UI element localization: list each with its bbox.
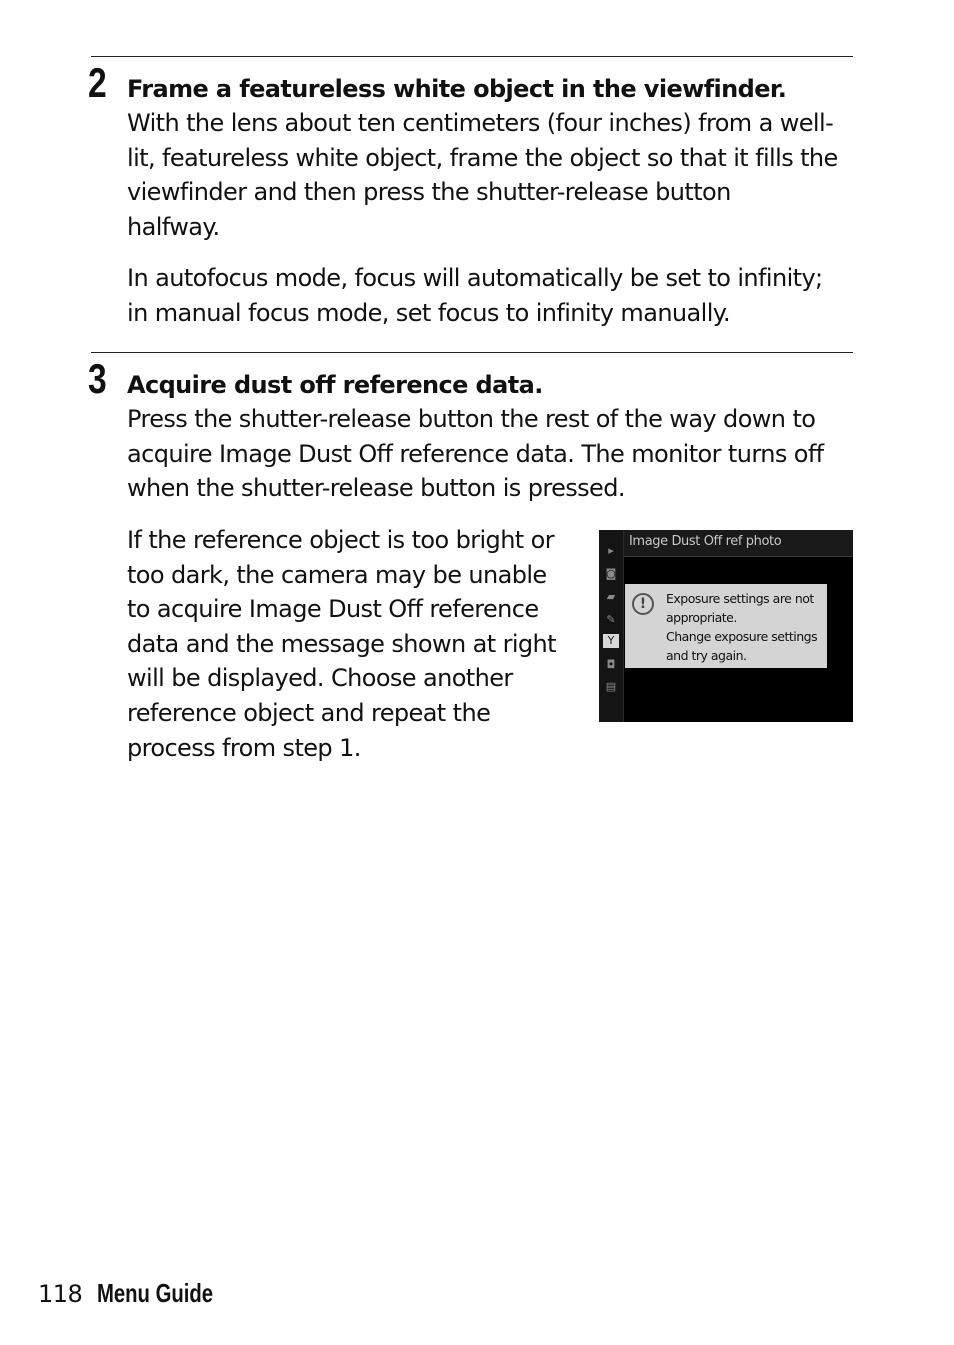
- page-footer: [38, 1276, 246, 1310]
- pencil-icon: ✎: [606, 613, 616, 626]
- message-line: and try again.: [666, 648, 747, 663]
- step-3-paragraph-1: [127, 402, 867, 506]
- text-line: too dark, the camera may be unable: [127, 560, 547, 589]
- text-line: will be displayed. Choose another: [127, 664, 513, 693]
- text-line: If the reference object is too bright or: [127, 526, 554, 554]
- text-line: lit, featureless white object, frame the object so that it fills the: [127, 143, 838, 172]
- warning-dialog: [625, 584, 827, 668]
- step-3-number: 3: [88, 355, 107, 402]
- text-line: process from step 1.: [127, 733, 361, 762]
- camera-monitor-screenshot: [599, 530, 853, 722]
- text-line: Press the shutter-release button the rest of the way down to: [127, 405, 816, 433]
- text-line: reference object and repeat the: [127, 698, 491, 727]
- step-2-number: 2: [88, 59, 107, 106]
- text-line: when the shutter-release button is pressed.: [127, 474, 625, 503]
- my-menu-icon: ▤: [605, 680, 617, 693]
- step-2-paragraph-2: [127, 261, 867, 330]
- menu-tab-rail: [599, 530, 624, 722]
- text-line: acquire Image Dust Off reference data. The monitor turns off: [127, 439, 824, 468]
- step-2-paragraph-1: [127, 106, 867, 244]
- message-line: Change exposure settings: [666, 629, 818, 644]
- step-3-paragraph-2: [127, 523, 587, 765]
- text-line: data and the message shown at right: [127, 629, 556, 658]
- text-line: With the lens about ten centimeters (four inches) from a well-: [127, 109, 834, 137]
- screen-title: Image Dust Off ref photo: [629, 534, 782, 549]
- text-line: in manual focus mode, set focus to infinity manually.: [127, 298, 730, 327]
- warning-message: [666, 589, 826, 665]
- text-line: halfway.: [127, 212, 220, 241]
- movie-icon: ▰: [606, 590, 616, 603]
- step-3-title: Acquire dust off reference data.: [127, 371, 543, 399]
- page-number: 118: [38, 1280, 83, 1308]
- text-line: In autofocus mode, focus will automatically be set to infinity;: [127, 264, 823, 292]
- wrench-icon: Y: [603, 634, 619, 648]
- step-2-title: Frame a featureless white object in the viewfinder.: [127, 75, 787, 103]
- message-line: appropriate.: [666, 610, 737, 625]
- warning-icon: !: [632, 593, 654, 615]
- text-line: viewfinder and then press the shutter-release button: [127, 178, 731, 207]
- step-3-top-rule: [91, 352, 853, 353]
- section-title: Menu Guide: [97, 1278, 214, 1308]
- message-line: Exposure settings are not: [666, 591, 814, 606]
- retouch-icon: ◘: [606, 658, 616, 671]
- camera-icon: ◙: [605, 567, 617, 580]
- playback-icon: ▸: [608, 544, 614, 557]
- text-line: to acquire Image Dust Off reference: [127, 595, 539, 624]
- step-2-top-rule: [91, 56, 853, 57]
